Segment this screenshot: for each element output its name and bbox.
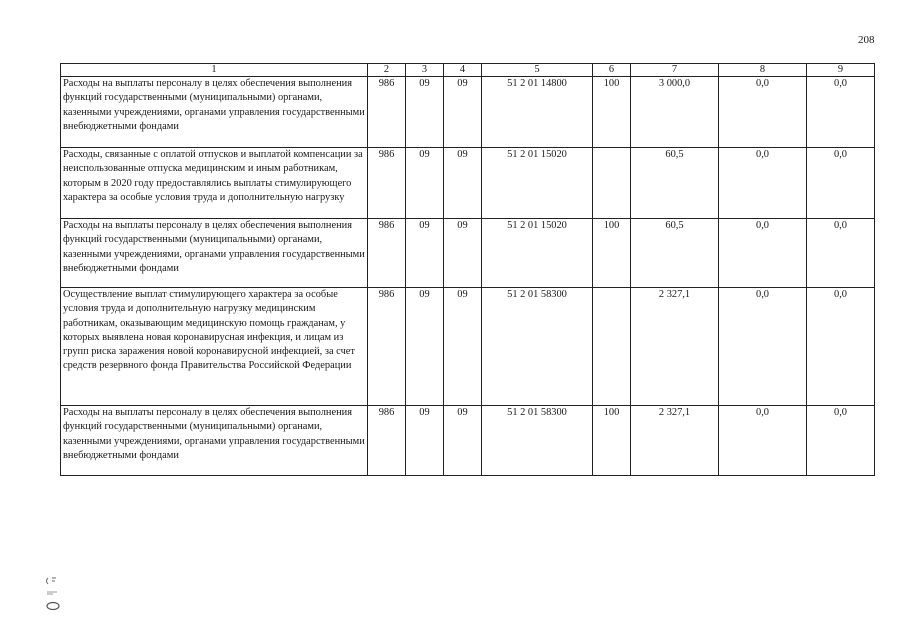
table-header-row <box>61 64 875 77</box>
amount-col9: 0,0 <box>807 406 875 476</box>
amount-col7: 60,5 <box>631 219 719 288</box>
header-cell: 6 <box>593 64 631 77</box>
ministry-code: 986 <box>368 406 406 476</box>
budget-table <box>60 63 875 476</box>
amount-col8: 0,0 <box>719 288 807 406</box>
amount-col8: 0,0 <box>719 77 807 148</box>
amount-col8: 0,0 <box>719 148 807 219</box>
header-cell: 2 <box>368 64 406 77</box>
amount-col7: 60,5 <box>631 148 719 219</box>
subsection-code: 09 <box>444 406 482 476</box>
table-row <box>61 219 875 288</box>
section-code: 09 <box>406 77 444 148</box>
row-description: Расходы на выплаты персоналу в целях обеспечения выполнения функций государственными (муниципальными) органами, казенными учреждениями, органами управления государственными внебюджетными фондами <box>61 219 368 288</box>
amount-col9: 0,0 <box>807 219 875 288</box>
page-number: 208 <box>858 34 875 46</box>
table-row <box>61 148 875 219</box>
section-code: 09 <box>406 288 444 406</box>
amount-col8: 0,0 <box>719 406 807 476</box>
ministry-code: 986 <box>368 148 406 219</box>
amount-col9: 0,0 <box>807 77 875 148</box>
expense-type-code: 100 <box>593 406 631 476</box>
subsection-code: 09 <box>444 77 482 148</box>
expense-type-code <box>593 148 631 219</box>
ministry-code: 986 <box>368 77 406 148</box>
amount-col8: 0,0 <box>719 219 807 288</box>
target-article-code: 51 2 01 58300 <box>482 288 593 406</box>
table-row <box>61 288 875 406</box>
subsection-code: 09 <box>444 148 482 219</box>
header-cell: 4 <box>444 64 482 77</box>
amount-col9: 0,0 <box>807 288 875 406</box>
row-description: Расходы, связанные с оплатой отпусков и выплатой компенсации за неиспользованные отпуска медицинским и иным работникам, которым в 2020 году предоставлялись выплаты стимулирующего характера за особые условия труда и дополнительную нагрузку <box>61 148 368 219</box>
row-description: Расходы на выплаты персоналу в целях обеспечения выполнения функций государственными (муниципальными) органами, казенными учреждениями, органами управления государственными внебюджетными фондами <box>61 77 368 148</box>
table-row <box>61 77 875 148</box>
section-code: 09 <box>406 219 444 288</box>
row-description: Осуществление выплат стимулирующего характера за особые условия труда и дополнительную нагрузку медицинским работникам, оказывающим медицинскую помощь гражданам, у которых выявлена новая коронавирусная инфекция, и лицам из групп риска заражения новой коронавирусной инфекцией, за счет средств резервного фонда Правительства Российской Федерации <box>61 288 368 406</box>
section-code: 09 <box>406 406 444 476</box>
header-cell: 9 <box>807 64 875 77</box>
scan-mark-icon <box>44 574 64 614</box>
subsection-code: 09 <box>444 288 482 406</box>
section-code: 09 <box>406 148 444 219</box>
header-cell: 5 <box>482 64 593 77</box>
target-article-code: 51 2 01 15020 <box>482 219 593 288</box>
target-article-code: 51 2 01 15020 <box>482 148 593 219</box>
expense-type-code: 100 <box>593 219 631 288</box>
amount-col9: 0,0 <box>807 148 875 219</box>
target-article-code: 51 2 01 14800 <box>482 77 593 148</box>
header-cell: 7 <box>631 64 719 77</box>
ministry-code: 986 <box>368 219 406 288</box>
ministry-code: 986 <box>368 288 406 406</box>
header-cell: 1 <box>61 64 368 77</box>
amount-col7: 3 000,0 <box>631 77 719 148</box>
expense-type-code <box>593 288 631 406</box>
row-description: Расходы на выплаты персоналу в целях обеспечения выполнения функций государственными (муниципальными) органами, казенными учреждениями, органами управления государственными внебюджетными фондами <box>61 406 368 476</box>
header-cell: 3 <box>406 64 444 77</box>
target-article-code: 51 2 01 58300 <box>482 406 593 476</box>
amount-col7: 2 327,1 <box>631 288 719 406</box>
table-row <box>61 406 875 476</box>
header-cell: 8 <box>719 64 807 77</box>
expense-type-code: 100 <box>593 77 631 148</box>
amount-col7: 2 327,1 <box>631 406 719 476</box>
subsection-code: 09 <box>444 219 482 288</box>
